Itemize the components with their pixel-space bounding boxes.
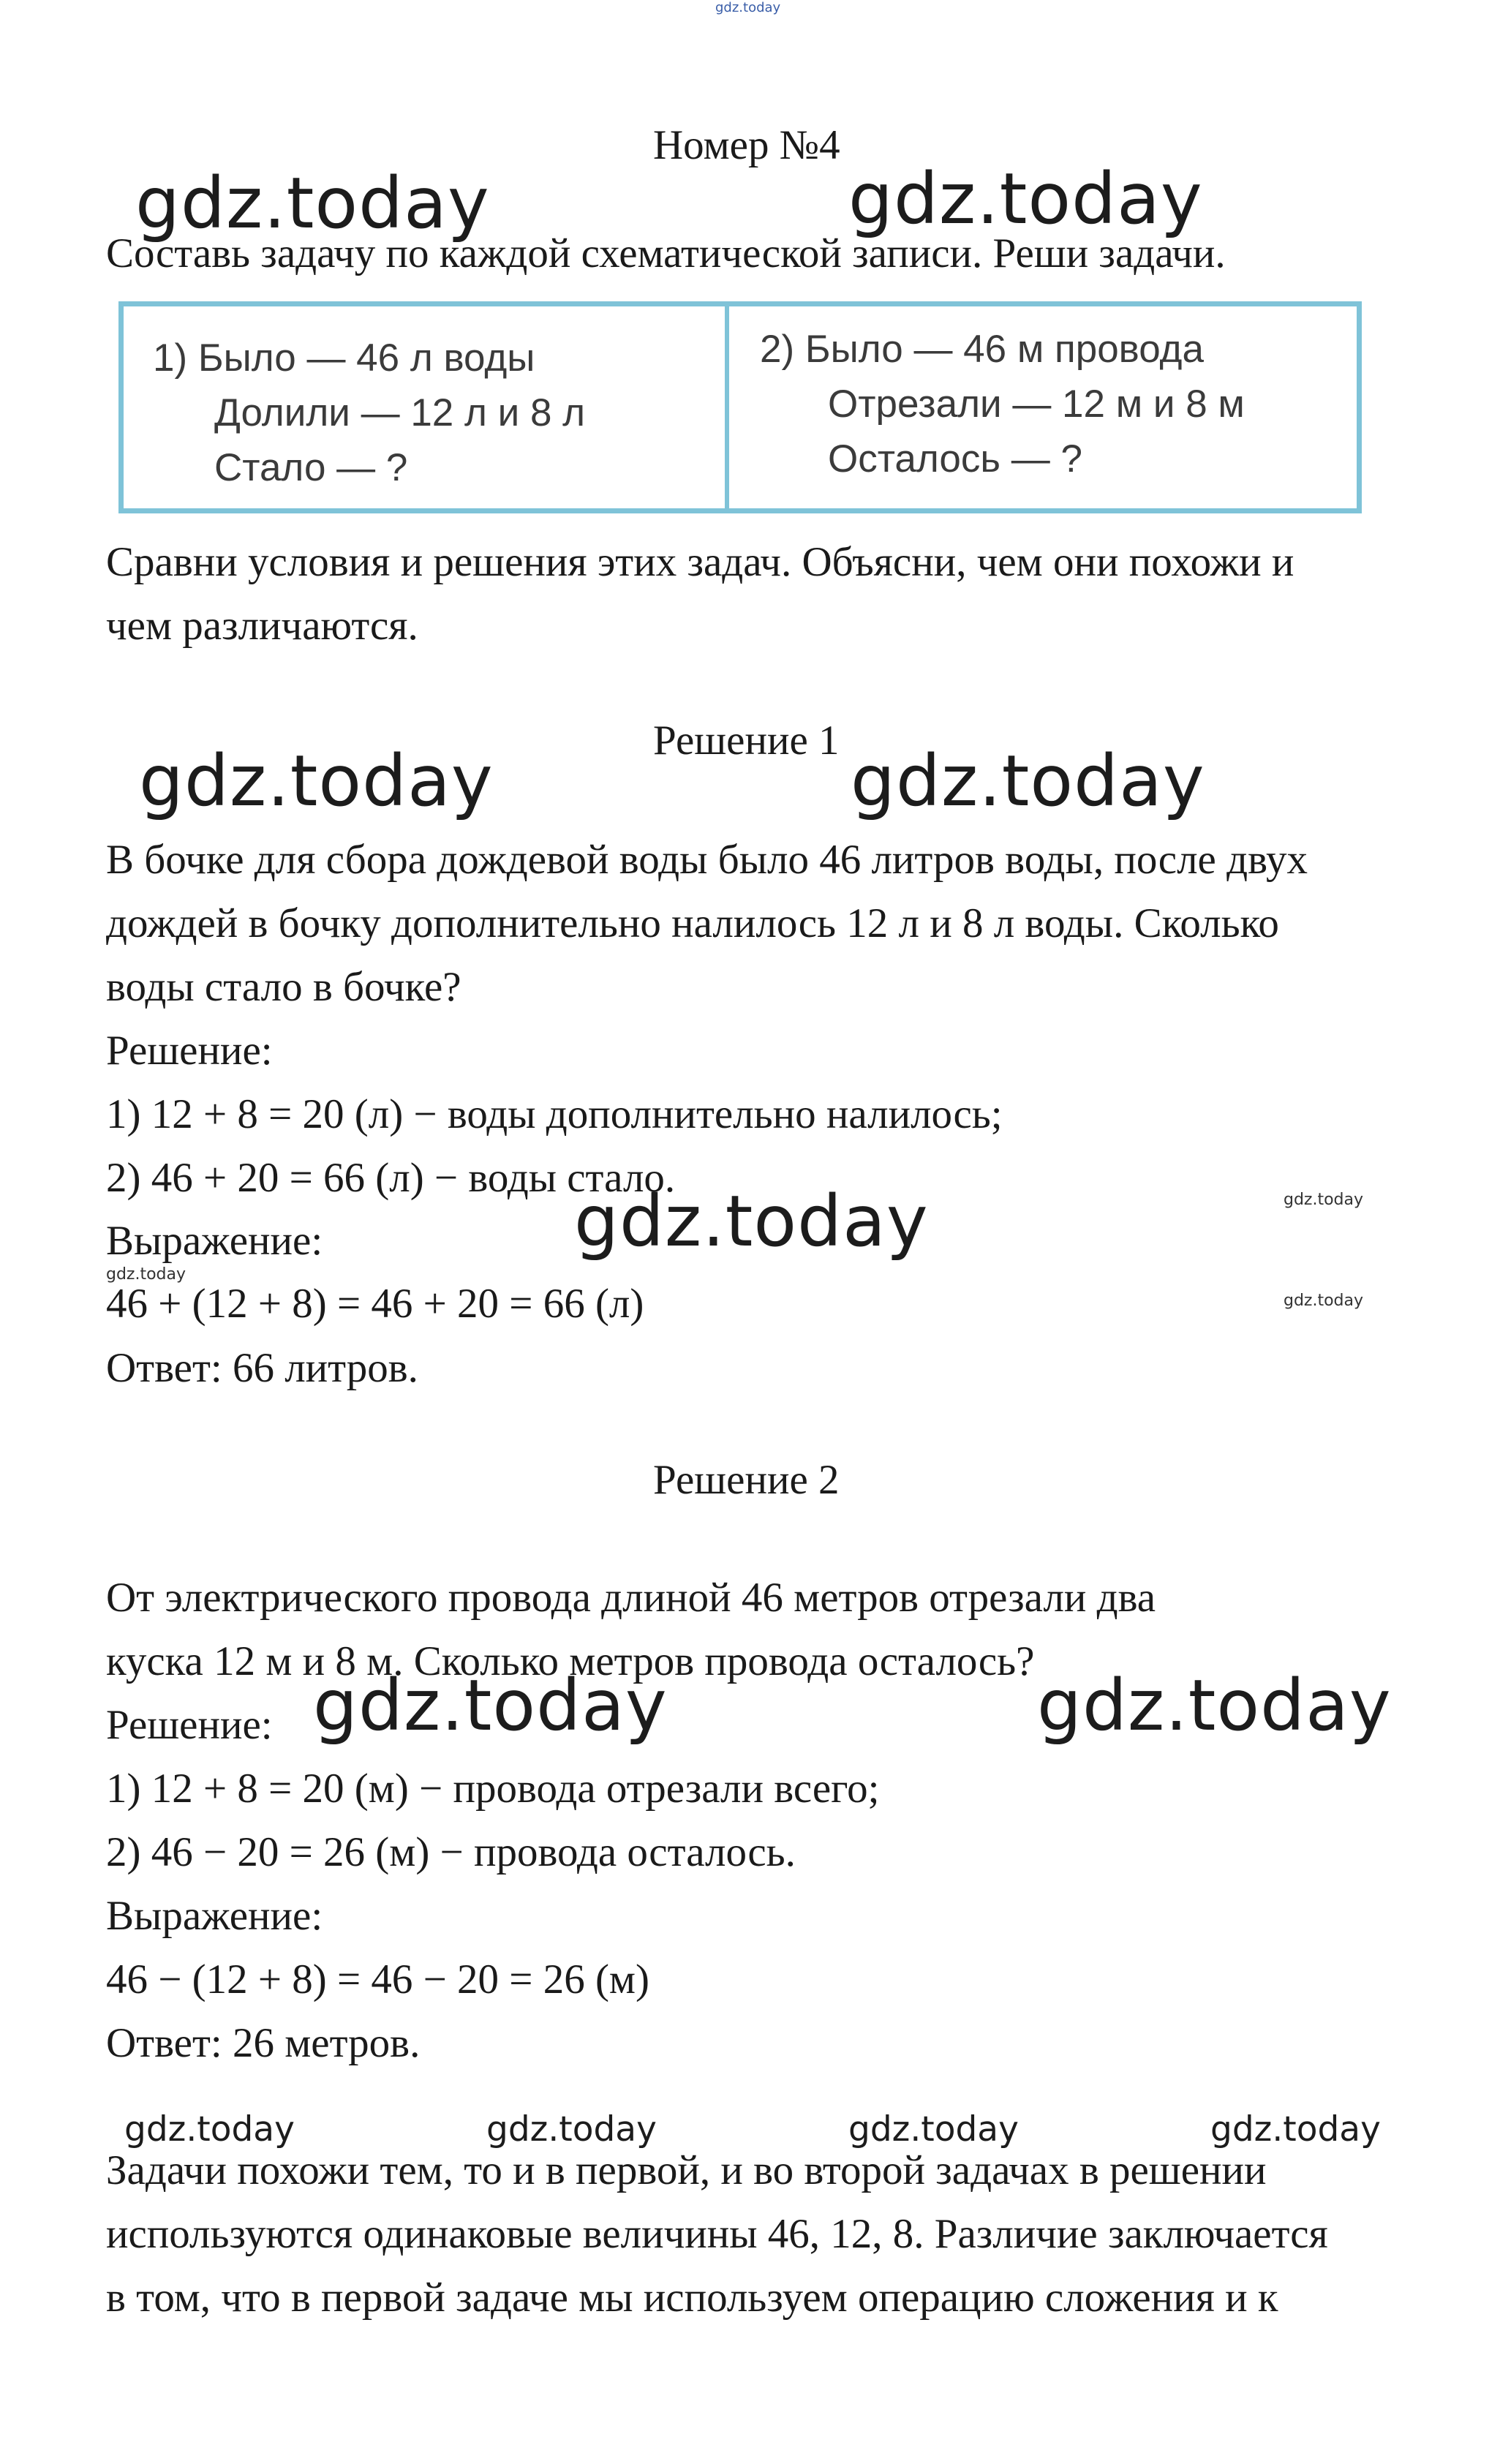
task-compare-line1: Сравни условия и решения этих задач. Объясни, чем они похожи и xyxy=(106,539,1294,585)
solution1-text-line2: дождей в бочку дополнительно налилось 12 л и 8 л воды. Сколько xyxy=(106,900,1279,946)
watermark: gdz.today xyxy=(313,1665,668,1747)
page-title: Номер №4 xyxy=(653,122,840,168)
task-card xyxy=(118,301,1362,513)
solution2-heading: Решение 2 xyxy=(653,1457,840,1503)
solution1-answer: Ответ: 66 литров. xyxy=(106,1345,418,1391)
watermark-small: gdz.today xyxy=(106,1265,186,1284)
watermark: gdz.today xyxy=(486,2109,657,2150)
card-left-line1: 1) Было — 46 л воды xyxy=(153,336,535,380)
watermark-small: gdz.today xyxy=(1284,1191,1364,1209)
solution2-text-line2: куска 12 м и 8 м. Сколько метров провода осталось? xyxy=(106,1638,1035,1684)
card-right-line3: Осталось — ? xyxy=(828,437,1082,481)
card-right-line2: Отрезали — 12 м и 8 м xyxy=(828,383,1245,426)
card-divider xyxy=(725,306,729,508)
solution2-text-line1: От электрического провода длиной 46 метров отрезали два xyxy=(106,1575,1156,1621)
watermark-top: gdz.today xyxy=(715,0,781,15)
card-right-line1: 2) Было — 46 м провода xyxy=(760,328,1204,371)
solution1-heading: Решение 1 xyxy=(653,717,840,764)
task-compare-line2: чем различаются. xyxy=(106,603,418,649)
solution1-label: Решение: xyxy=(106,1028,273,1074)
watermark: gdz.today xyxy=(124,2109,295,2150)
solution1-step1: 1) 12 + 8 = 20 (л) − воды дополнительно налилось; xyxy=(106,1091,1003,1137)
solution2-label: Решение: xyxy=(106,1702,273,1748)
watermark: gdz.today xyxy=(848,158,1203,240)
watermark: gdz.today xyxy=(848,2109,1019,2150)
watermark: gdz.today xyxy=(574,1180,929,1262)
card-left-line2: Долили — 12 л и 8 л xyxy=(214,391,586,434)
conclusion-line1: Задачи похожи тем, то и в первой, и во второй задачах в решении xyxy=(106,2147,1267,2193)
watermark: gdz.today xyxy=(1037,1665,1392,1747)
watermark: gdz.today xyxy=(1210,2109,1381,2150)
solution1-step2: 2) 46 + 20 = 66 (л) − воды стало. xyxy=(106,1155,676,1201)
solution2-step2: 2) 46 − 20 = 26 (м) − провода осталось. xyxy=(106,1829,796,1875)
watermark: gdz.today xyxy=(851,740,1205,822)
solution1-text-line1: В бочке для сбора дождевой воды было 46 литров воды, после двух xyxy=(106,837,1308,883)
solution2-step1: 1) 12 + 8 = 20 (м) − провода отрезали всего; xyxy=(106,1766,880,1812)
conclusion-line3: в том, что в первой задаче мы используем операцию сложения и к xyxy=(106,2275,1278,2321)
watermark-small: gdz.today xyxy=(1284,1292,1364,1310)
task-instruction: Составь задачу по каждой схематической записи. Реши задачи. xyxy=(106,230,1226,276)
card-left-line3: Стало — ? xyxy=(214,446,408,489)
solution1-expression: 46 + (12 + 8) = 46 + 20 = 66 (л) xyxy=(106,1281,644,1327)
solution1-expression-label: Выражение: xyxy=(106,1218,323,1264)
conclusion-line2: используются одинаковые величины 46, 12, 8. Различие заключается xyxy=(106,2211,1328,2257)
solution2-expression: 46 − (12 + 8) = 46 − 20 = 26 (м) xyxy=(106,1956,649,2003)
solution1-text-line3: воды стало в бочке? xyxy=(106,964,461,1010)
solution2-answer: Ответ: 26 метров. xyxy=(106,2020,421,2066)
solution2-expression-label: Выражение: xyxy=(106,1893,323,1939)
watermark: gdz.today xyxy=(139,740,494,822)
watermark: gdz.today xyxy=(135,162,490,244)
